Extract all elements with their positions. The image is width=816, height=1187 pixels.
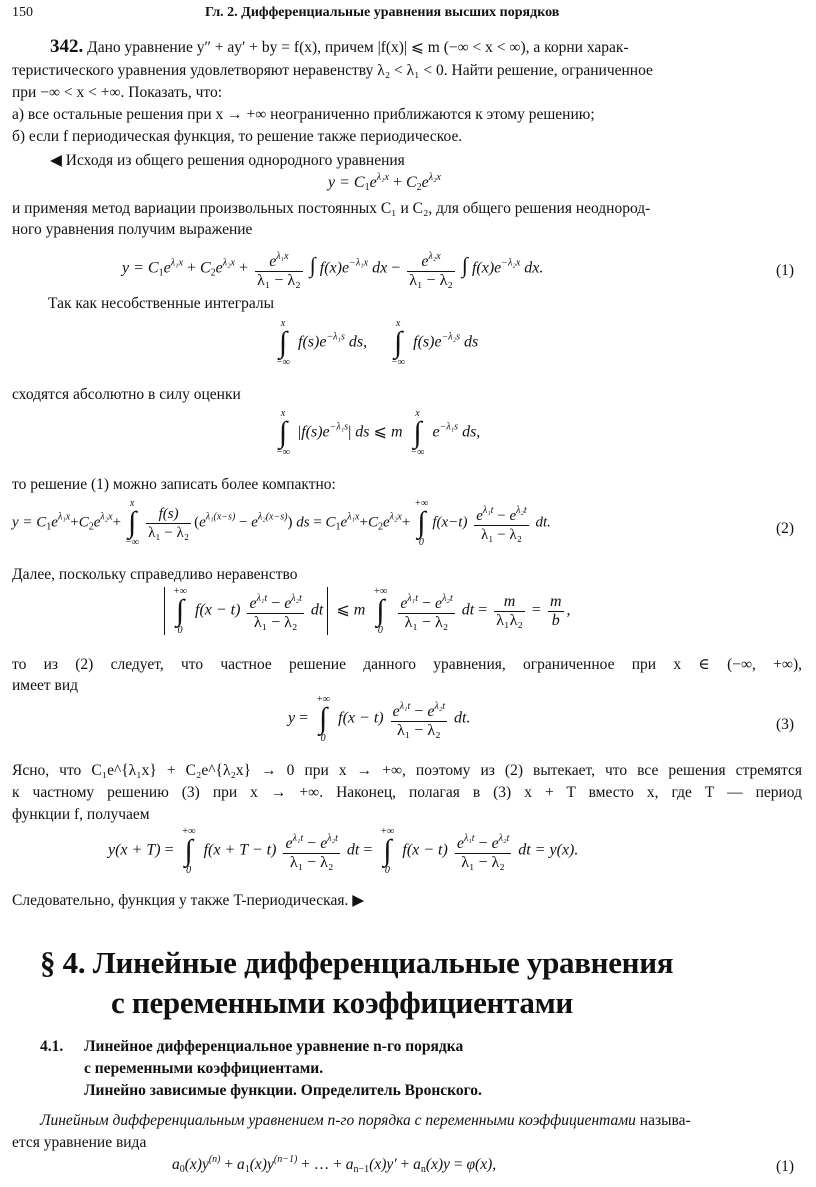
definition-rest: называ- bbox=[635, 1112, 691, 1129]
subsection-number: 4.1. bbox=[40, 1038, 64, 1055]
equation-label-3: (3) bbox=[776, 716, 795, 733]
paragraph-improper-integrals: Так как несобственные интегралы bbox=[48, 295, 275, 312]
definition-equation-label: (1) bbox=[776, 1158, 795, 1175]
problem-number: 342. bbox=[50, 36, 84, 57]
equation-general-solution: $y = C_1e^{\lambda_1x} + C_2e^{\lambda_2x}$ + $\frac{e^{\lambda_1x}}{\text{λ₁ − λ₂}}$ ∫ $f(x)e^{-\lambda_1x}$ dx − $\frac{e^{\lambda_2x}}{\text{λ₁ − λ₂}}$ ∫ $f(x)e^{-\lambda_2x}$ dx. bbox=[122, 248, 543, 290]
problem-text-1: Дано уравнение y″ + ay′ + by = f(x), причем |f(x)| ⩽ m (−∞ < x < ∞), а корни харак- bbox=[87, 39, 629, 56]
equation-bound: +∞ ∫ 0 f(x − t) $\frac{e^{\lambda_1t} - e^{\lambda_2t}}{\text{λ₁ − λ₂}}$ dt ⩽ m +∞ ∫ 0 $\frac{e^{\lambda_1t} - e^{\lambda_2t}}{\text{λ₁ − λ₂}}$ dt = $\frac{m}{\text{λ₁λ₂}}$ = $\frac{m}{b}$ , bbox=[160, 586, 571, 636]
paragraph-inequality: Далее, поскольку справедливо неравенство bbox=[12, 566, 298, 583]
paragraph-compact-form: то решение (1) можно записать более компактно: bbox=[12, 476, 336, 493]
running-title: Гл. 2. Дифференциальные уравнения высших порядков bbox=[205, 5, 560, 20]
equation-compact-solution: $y = C_1e^{\lambda_1x}+C_2e^{\lambda_2x}+$ x ∫ −∞ $\frac{f(s)}{\text{λ₁ − λ₂}}$ $(e^{\lambda_1(x-s)} - e^{\lambda_2(x-s)})$ ds = $C_1e^{\lambda_1x}+C_2e^{\lambda_2x}+$ +∞ ∫ 0 f(x−t) $\frac{e^{\lambda_1t} - e^{\lambda_2t}}{\text{λ₁ − λ₂}}$ dt. bbox=[12, 498, 551, 548]
paragraph-particular-2: имеет вид bbox=[12, 677, 79, 694]
paragraph-convergence-3: функции f, получаем bbox=[12, 806, 150, 823]
subsection-title-1: Линейное дифференциальное уравнение n-го порядка bbox=[84, 1038, 464, 1055]
solution-intro: ◀ Исходя из общего решения однородного уравнения bbox=[50, 152, 405, 169]
problem-line-3: при −∞ < x < +∞. Показать, что: bbox=[12, 84, 223, 101]
equation-estimate: x ∫ −∞ $|f(s)e^{-\lambda_1s}|$ ds ⩽ m x ∫ −∞ $e^{-\lambda_1s}$ ds, bbox=[276, 408, 481, 458]
equation-linear-variable: $a_0(x)y^{(n)} + a_1(x)y^{(n-1)}$ + … + $a_{n-1}(x)y' + a_n(x)y = \varphi(x)$, bbox=[172, 1154, 497, 1175]
paragraph-variation-1: и применяя метод вариации произвольных постоянных C₁ и C₂, для общего решения неоднород- bbox=[12, 200, 651, 217]
equation-label-1: (1) bbox=[776, 262, 795, 279]
equation-particular-solution: y = +∞ ∫ 0 f(x − t) $\frac{e^{\lambda_1t} - e^{\lambda_2t}}{\text{λ₁ − λ₂}}$ dt. bbox=[288, 694, 471, 744]
equation-periodicity: y(x + T) = +∞ ∫ 0 f(x + T − t) $\frac{e^{\lambda_1t} - e^{\lambda_2t}}{\text{λ₁ − λ₂}}$ dt = +∞ ∫ 0 f(x − t) $\frac{e^{\lambda_1t} - e^{\lambda_2t}}{\text{λ₁ − λ₂}}$ dt = y(x). bbox=[108, 826, 579, 876]
section-title-line-1: § 4. Линейные дифференциальные уравнения bbox=[40, 945, 674, 980]
paragraph-variation-2: ного уравнения получим выражение bbox=[12, 221, 253, 238]
equation-homogeneous: $y = C_1e^{\lambda_1x} + C_2e^{\lambda_2x}$ bbox=[328, 172, 441, 193]
problem-line-2: теристического уравнения удовлетворяют неравенству λ₂ < λ₁ < 0. Найти решение, ограниченное bbox=[12, 62, 653, 79]
problem-line-1 bbox=[50, 38, 810, 57]
subsection-title-2: с переменными коэффициентами. bbox=[84, 1060, 324, 1077]
definition-line-2: ется уравнение вида bbox=[12, 1134, 147, 1151]
subsection-title-3: Линейно зависимые функции. Определитель Вронского. bbox=[84, 1082, 482, 1099]
definition-line-1 bbox=[40, 1112, 691, 1130]
section-title-line-2: с переменными коэффициентами bbox=[111, 985, 573, 1020]
paragraph-convergence-1: Ясно, что C₁e^{λ₁x} + C₂e^{λ₂x} → 0 при x → +∞, поэтому из (2) вытекает, что все решения стремятся bbox=[12, 762, 802, 779]
paragraph-particular-1: то из (2) следует, что частное решение данного уравнения, ограниченное при x ∈ (−∞, +∞), bbox=[12, 656, 802, 673]
definition-term: Линейным дифференциальным уравнением n-го порядка с переменными коэффициентами bbox=[40, 1112, 636, 1129]
problem-item-b: б) если f периодическая функция, то решение также периодическое. bbox=[12, 128, 463, 145]
equation-improper-integrals: x ∫ −∞ $f(s)e^{-\lambda_1s}$ ds, x ∫ −∞ $f(s)e^{-\lambda_2s}$ ds bbox=[276, 318, 479, 368]
problem-item-a: а) все остальные решения при x → +∞ неограниченно приближаются к этому решению; bbox=[12, 106, 595, 123]
equation-label-2: (2) bbox=[776, 520, 795, 537]
paragraph-convergence-2: к частному решению (3) при x → +∞. Наконец, полагая в (3) x + T вместо x, где T — период bbox=[12, 784, 802, 801]
paragraph-conclusion: Следовательно, функция y также T-периодическая. ▶ bbox=[12, 892, 365, 909]
page-number: 150 bbox=[12, 5, 33, 20]
paragraph-absolute-convergence: сходятся абсолютно в силу оценки bbox=[12, 386, 241, 403]
